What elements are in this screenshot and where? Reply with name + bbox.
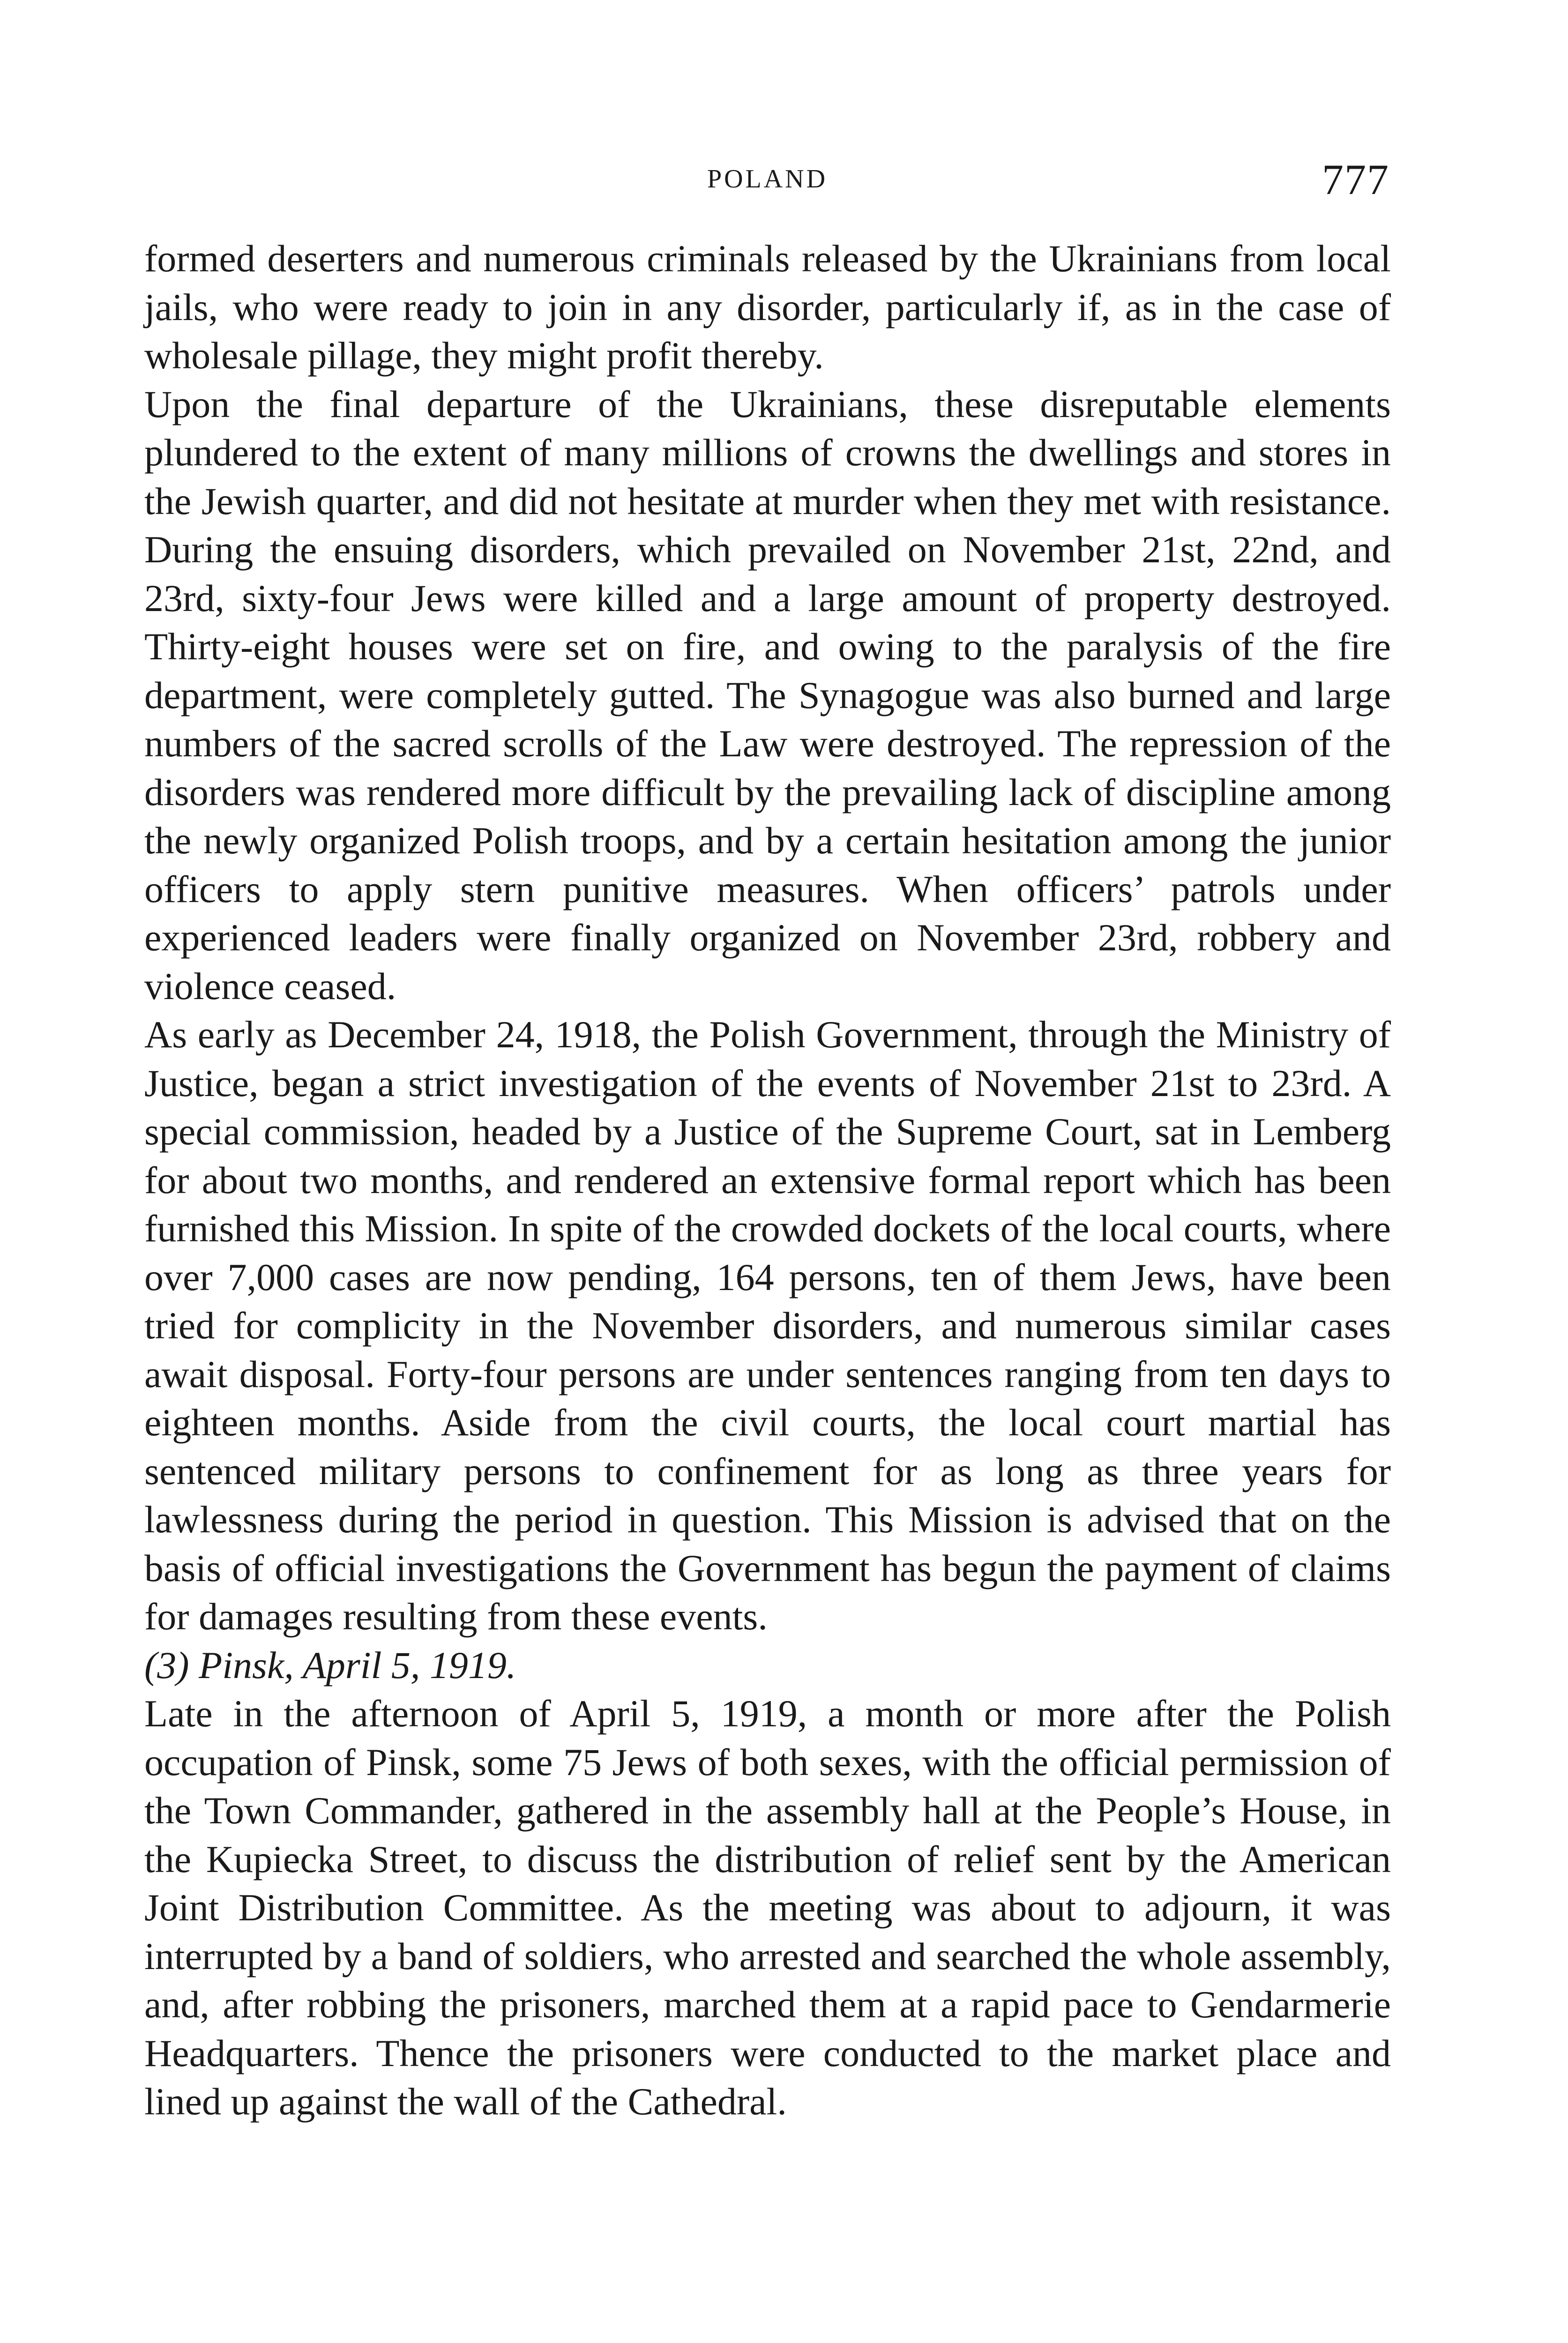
running-head <box>145 155 1389 211</box>
paragraph-lemberg-disorders: Upon the final departure of the Ukrainians, these disreputable elements plundered to the extent of many millions of crowns the dwellings and stores in the Jewish quarter, and did not hesitate at murder when they met with resistance. During the ensuing disorders, which prevailed on November 21st, 22nd, and 23rd, sixty-four Jews were killed and a large amount of property destroyed. Thirty-eight houses were set on fire, and owing to the paralysis of the fire department, were completely gutted. The Synagogue was also burned and large numbers of the sacred scrolls of the Law were destroyed. The repression of the disorders was rendered more difficult by the prevailing lack of discipline among the newly organized Polish troops, and by a certain hesitation among the junior officers to apply stern punitive measures. When officers’ patrols under experienced leaders were finally organized on November 23rd, robbery and violence ceased. <box>144 382 1391 1007</box>
running-title: POLAND <box>707 164 828 194</box>
body-text <box>144 234 1391 2126</box>
section-heading-pinsk: (3) Pinsk, April 5, 1919. <box>144 1643 516 1686</box>
page-number: 777 <box>1322 156 1389 203</box>
paragraph-pinsk: Late in the afternoon of April 5, 1919, a month or more after the Polish occupation of Pinsk, some 75 Jews of both sexes, with the official permission of the Town Commander, gathered in the assembly hall at the People’s House, in the Kupiecka Street, to discuss the distribution of relief sent by the American Joint Distribution Committee. As the meeting was about to adjourn, it was interrupted by a band of soldiers, who arrested and searched the whole assembly, and, after robbing the prisoners, marched them at a rapid pace to Gendarmerie Headquarters. Thence the prisoners were conducted to the market place and lined up against the wall of the Cathedral. <box>144 1692 1391 2123</box>
paragraph-investigation: As early as December 24, 1918, the Polish Government, through the Ministry of Justice, began a strict investigation of the events of November 21st to 23rd. A special commission, headed by a Justice of the Supreme Court, sat in Lemberg for about two months, and rendered an extensive formal report which has been furnished this Mission. In spite of the crowded dockets of the local courts, where over 7,000 cases are now pending, 164 persons, ten of them Jews, have been tried for complicity in the November disorders, and numerous similar cases await disposal. Forty-four persons are under sentences ranging from ten days to eighteen months. Aside from the civil courts, the local court martial has sentenced military persons to confinement for as long as three years for lawlessness during the period in question. This Mission is advised that on the basis of official investigations the Government has begun the payment of claims for damages resulting from these events. <box>144 1013 1391 1638</box>
paragraph-continued: formed deserters and numerous criminals released by the Ukrainians from local jails, who were ready to join in any disorder, particularly if, as in the case of wholesale pillage, they might profit thereby. <box>144 237 1391 377</box>
